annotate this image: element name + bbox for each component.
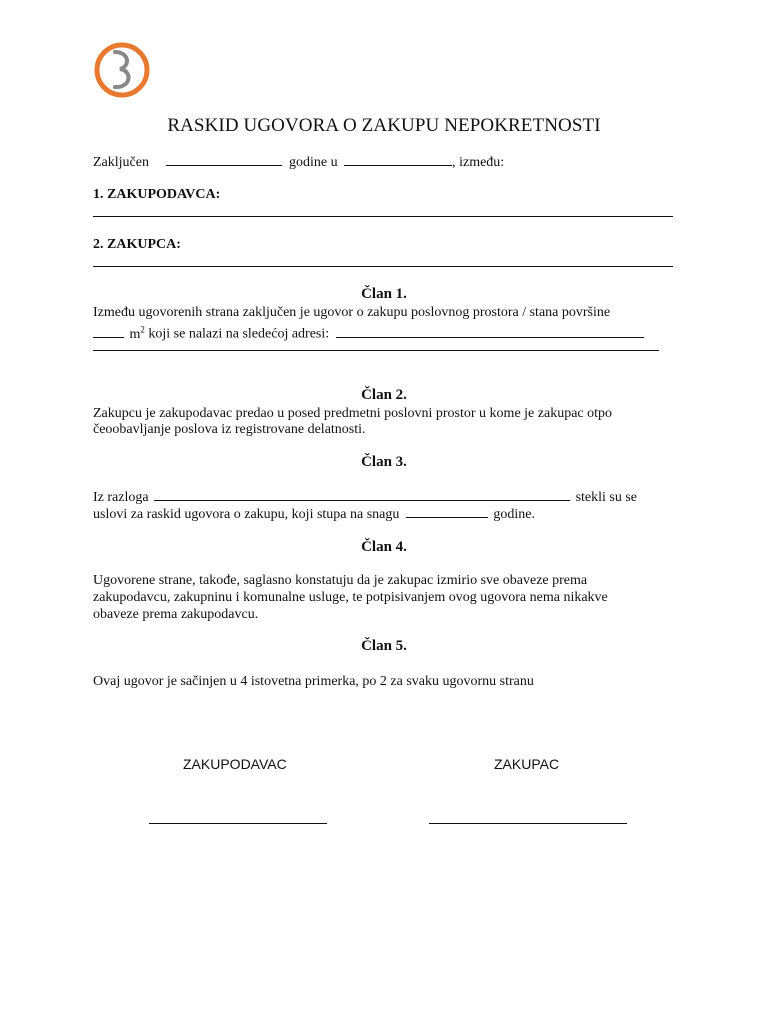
address-blank-2[interactable]: [93, 350, 659, 351]
clan3-line2-suffix: godine.: [493, 507, 535, 522]
clan3-suffix: stekli su se: [575, 490, 638, 505]
area-blank[interactable]: [93, 325, 124, 338]
clan5-line1: Ovaj ugovor je sačinjen u 4 istovetna primerka, po 2 za svaku ugovornu stranu: [93, 674, 534, 689]
signature-label-tenant: ZAKUPAC: [494, 756, 560, 772]
intro-line: [93, 153, 504, 171]
clan1-line2-text: koji se nalazi na sledećoj adresi:: [148, 326, 330, 342]
party1-label: 1. ZAKUPODAVCA:: [93, 187, 221, 202]
effective-date-blank[interactable]: [406, 505, 488, 518]
signature-label-landlord: ZAKUPODAVAC: [183, 756, 287, 772]
intro-concluded: Zaključen: [93, 155, 149, 170]
clan4-line2: zakupodavcu, zakupninu i komunalne usluge, te potpisivanjem ovog ugovora nema nikakve: [93, 590, 608, 605]
area-unit: $m^2$: [129, 324, 145, 342]
intro-between: , između:: [452, 155, 505, 170]
clan3-heading: Član 3.: [361, 454, 407, 470]
clan3-line2-prefix: uslovi za raskid ugovora o zakupu, koji stupa na snagu: [93, 507, 400, 522]
clan4-line1: Ugovorene strane, takođe, saglasno konstatuju da je zakupac izmirio sve obaveze prema: [93, 573, 588, 588]
clan1-line1: Između ugovorenih strana zaključen je ugovor o zakupu poslovnog prostora / stana površine: [93, 305, 611, 320]
clan1-line2: [93, 321, 644, 343]
clan2-line2: čeoobavljanje poslova iz registrovane delatnosti.: [93, 422, 366, 437]
intro-year-word: godine u: [288, 155, 338, 170]
signature-line-tenant[interactable]: [429, 823, 627, 824]
clan2-line1: Zakupcu je zakupodavac predao u posed predmetni poslovni prostor u kome je zakupac otpo: [93, 406, 613, 421]
signature-line-landlord[interactable]: [149, 823, 327, 824]
clan4-line3: obaveze prema zakupodavcu.: [93, 607, 259, 622]
clan4-heading: Član 4.: [361, 539, 407, 555]
date-blank[interactable]: [166, 153, 282, 166]
clan3-line1: [93, 488, 637, 506]
clan3-line2: [93, 505, 535, 523]
place-blank[interactable]: [344, 153, 452, 166]
clan1-heading: Član 1.: [361, 286, 407, 302]
party1-blank[interactable]: [93, 216, 673, 217]
reason-blank[interactable]: [154, 488, 570, 501]
address-blank[interactable]: [336, 325, 644, 338]
clan3-prefix: Iz razloga: [93, 490, 149, 505]
orange-circle-logo: [93, 42, 151, 98]
document-title: RASKID UGOVORA O ZAKUPU NEPOKRETNOSTI: [167, 115, 601, 136]
party2-blank[interactable]: [93, 266, 673, 267]
clan2-heading: Član 2.: [361, 387, 407, 403]
clan5-heading: Član 5.: [361, 638, 407, 654]
party2-label: 2. ZAKUPCA:: [93, 237, 181, 252]
